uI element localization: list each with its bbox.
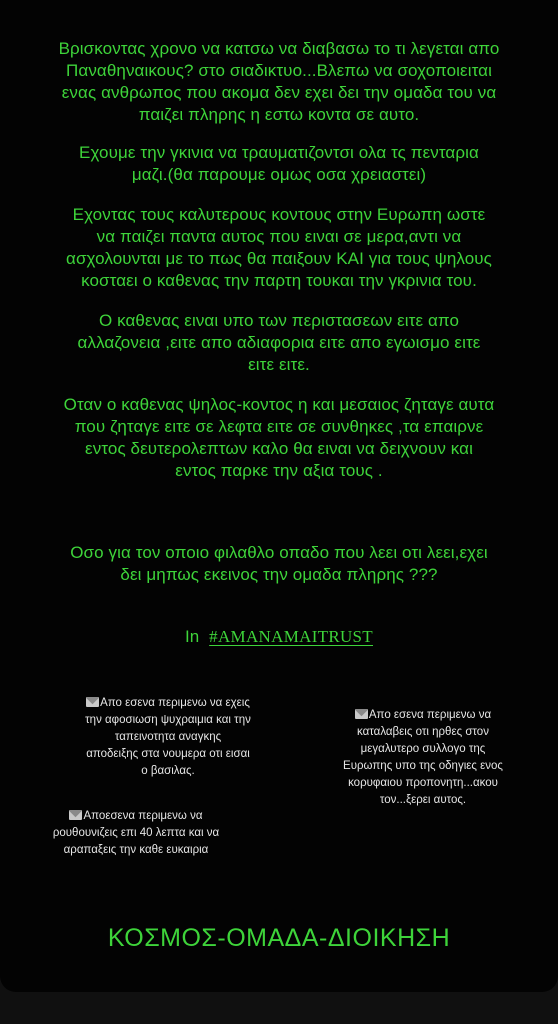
hashtag-prefix: In bbox=[184, 627, 200, 646]
note-3 bbox=[18, 808, 254, 859]
post-paragraph-6: Οσο για τον οποιο φιλαθλο οπαδο που λεει οτι λεει,εχει δει μηπως εκεινος την ομαδα πληρης ??? bbox=[70, 543, 488, 584]
footer-slogan: ΚΟΣΜΟΣ-ΟΜΑΔΑ-ΔΙΟΙΚΗΣΗ bbox=[107, 924, 451, 952]
hashtag-line bbox=[0, 626, 558, 648]
post-paragraph-3: Εχοντας τους καλυτερους κοντους στην Ευρωπη ωστε να παιζει παντα αυτος που ειναι σε μερα,αντι να ασχολουνται με το πως θα παιξουν ΚΑΙ για τους ψηλους κοσταει ο καθενας την παρτη τουκαι την γκρινια του. bbox=[66, 205, 492, 290]
note-1-text: Απο εσενα περιμενω να εχεις την αφοσιωση ψυχραιμια και την ταπεινοτητα αναγκης αποδειξης στα νουμερα οτι εισαι ο βασιλας. bbox=[85, 697, 251, 777]
envelope-icon bbox=[86, 697, 99, 707]
post-paragraph-1: Βρισκοντας χρονο να κατσω να διαβασω το τι λεγεται απο Παναθηναικους? στο σιαδικτυο...Βλεπω να σοχοποιειται ενας ανθρωπος που ακομα δεν εχει δει την ομαδα του να παιζει πληρης η εστω κοντα σε αυτο. bbox=[58, 39, 500, 124]
note-2-text: Απο εσενα περιμενω να καταλαβεις οτι ηρθες στον μεγαλυτερο συλλογο της Ευρωπης υπο της οδηγιες ενος κορυφαιου προπονητη...ακου τον...ξερει αυτος. bbox=[343, 709, 503, 806]
note-2 bbox=[330, 707, 516, 809]
post-paragraph-2: Εχουμε την γκινια να τραυματιζοντσι ολα τς πενταρια μαζι.(θα παρουμε ομως οσα χρειαστει) bbox=[79, 143, 479, 184]
hashtag-link[interactable]: #AMANAMAITRUST bbox=[209, 627, 373, 646]
note-1 bbox=[50, 695, 286, 780]
post-paragraph-5: Οταν ο καθενας ψηλος-κοντος η και μεσαιος ζηταγε αυτα που ζηταγε ειτε σε λεφτα ειτε σε συνθηκες ,τα επαιρνε εντος δευτερολεπτων καλο θα ειναι να δειχνουν και εντος παρκε την αξια τους . bbox=[63, 395, 495, 480]
envelope-icon bbox=[69, 810, 82, 820]
note-3-text: Αποεσενα περιμενω να ρουθουνιζεις επι 40 λεπτα και να αραπαξεις την καθε ευκαιρια bbox=[52, 810, 220, 856]
envelope-icon bbox=[355, 709, 368, 719]
post-paragraph-4: Ο καθενας ειναι υπο των περιστασεων ειτε απο αλλαζονεια ,ειτε απο αδιαφορια ειτε απο εγωισμο ειτε ειτε ειτε. bbox=[77, 311, 481, 374]
